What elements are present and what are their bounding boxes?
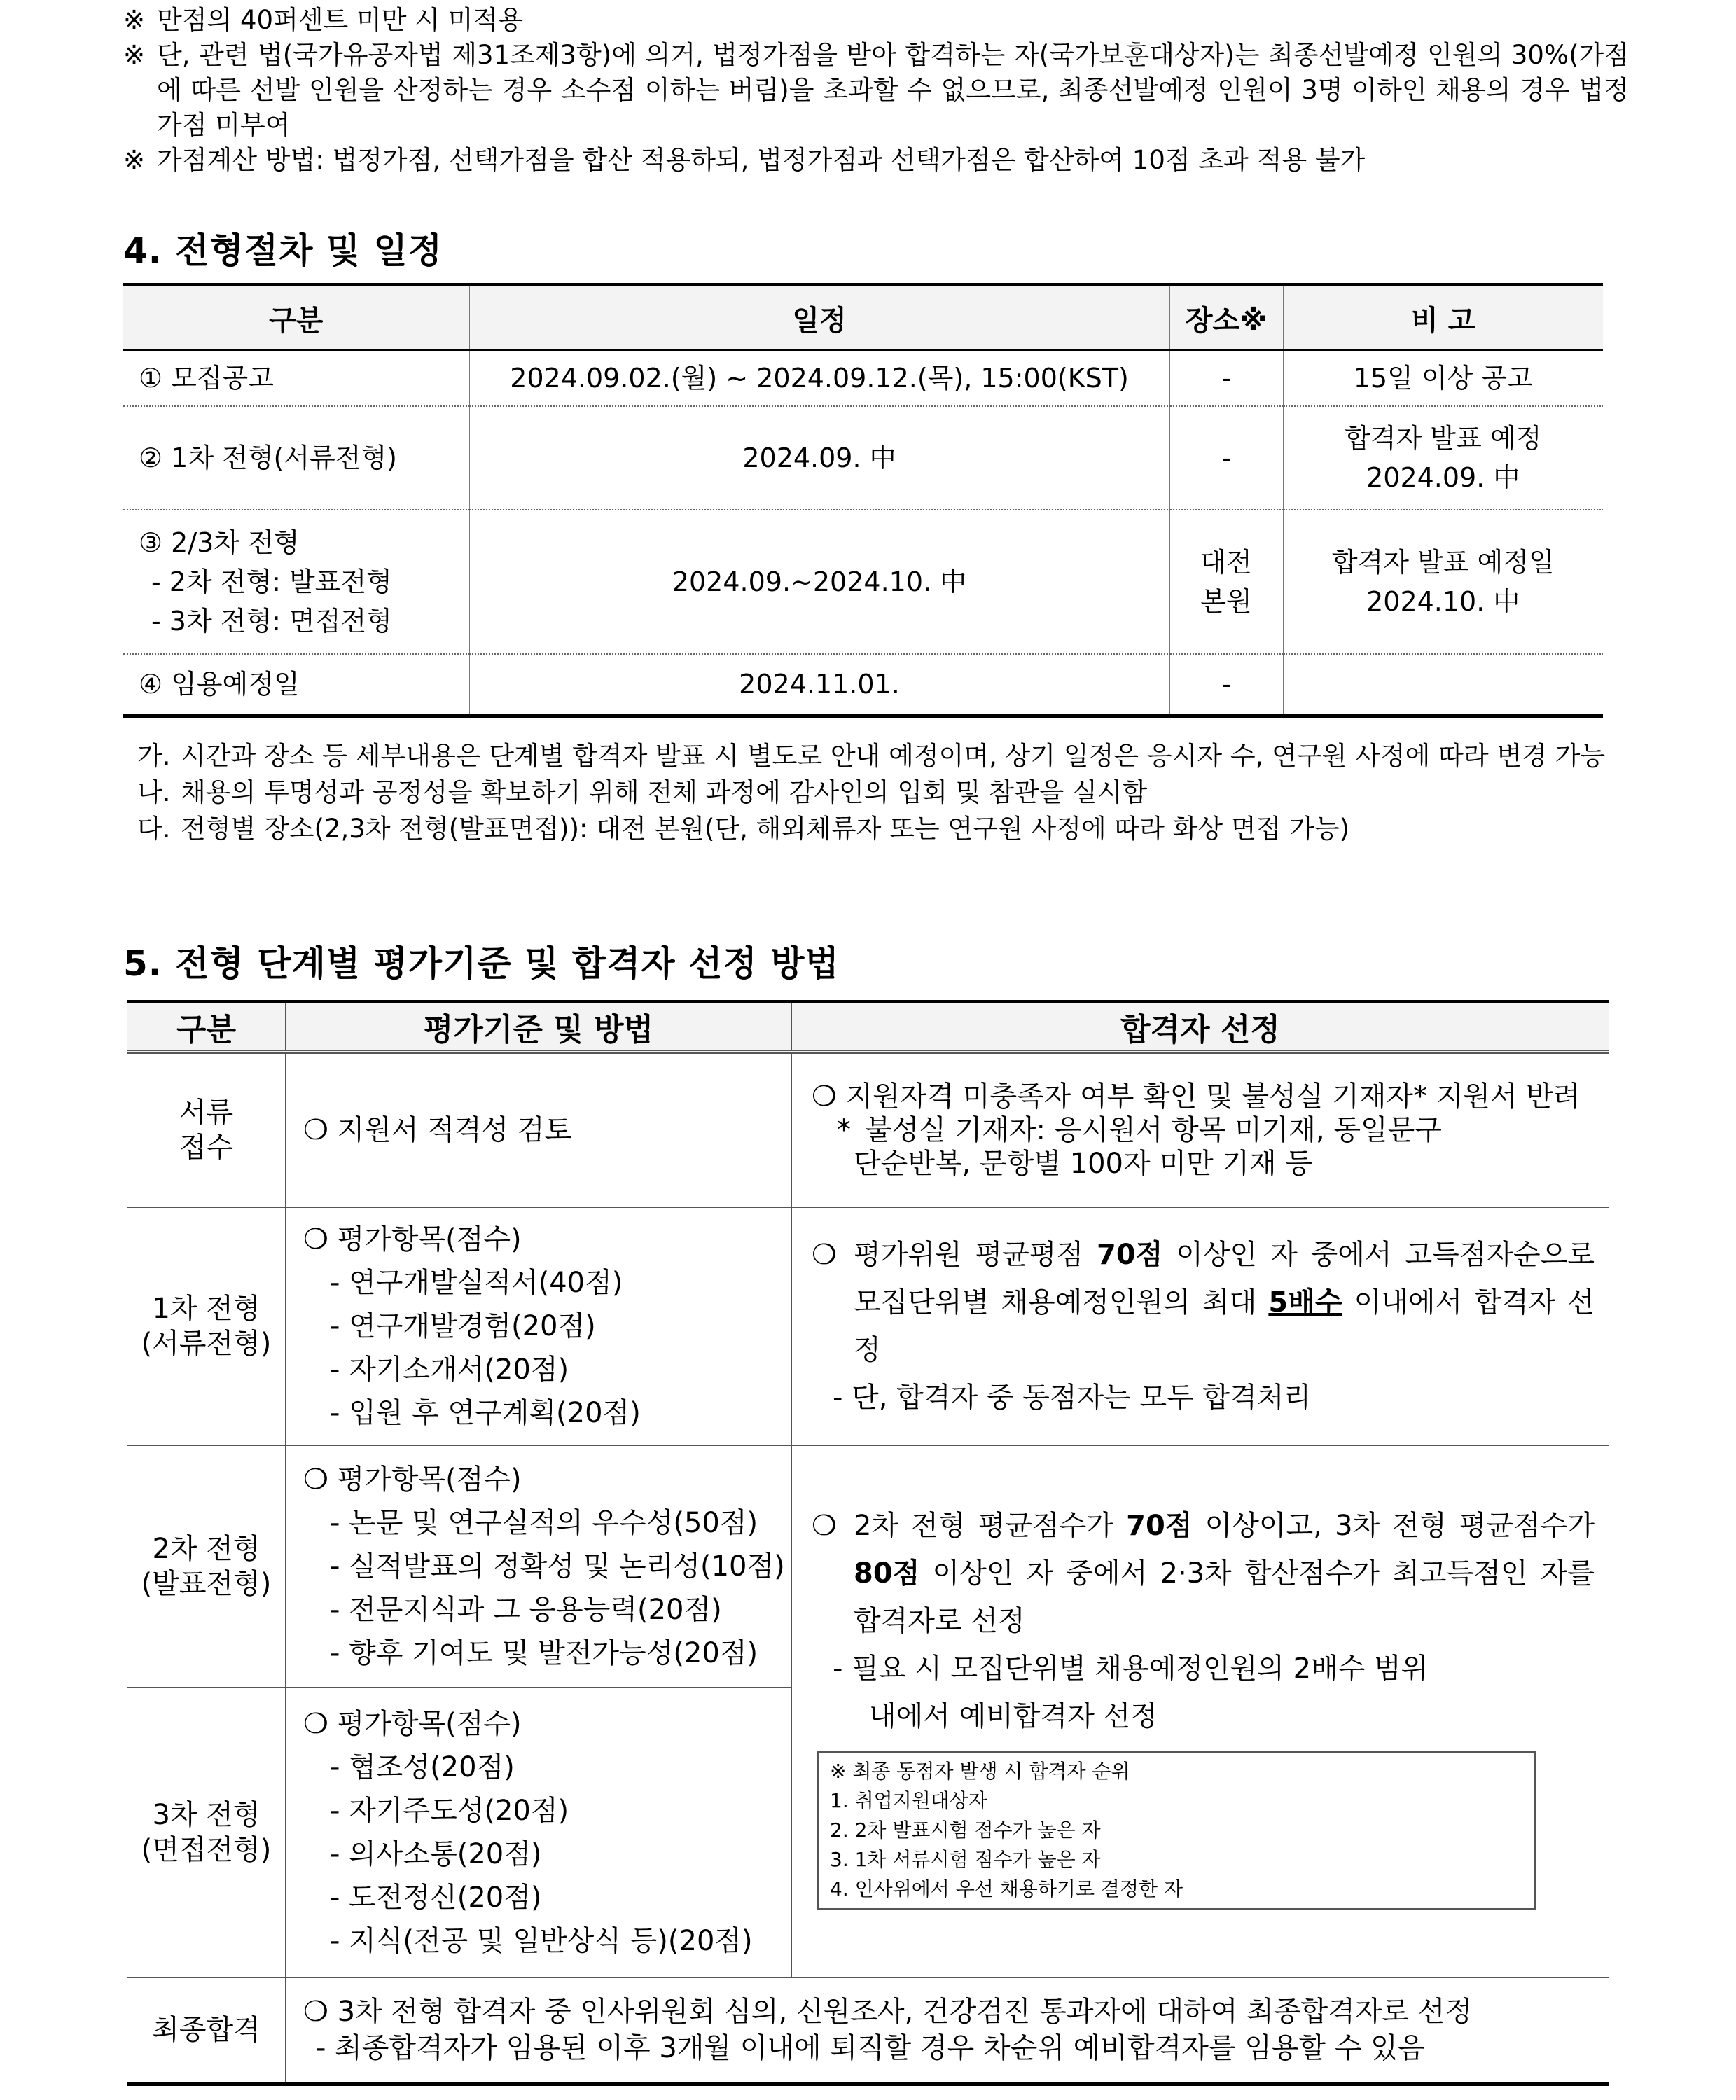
row-note bbox=[1283, 654, 1603, 716]
row-label bbox=[123, 510, 469, 654]
selection-bullet bbox=[812, 1502, 1595, 1645]
category-line: 1차 전형 bbox=[152, 1293, 261, 1325]
note-text: 가점계산 방법: 법정가점, 선택가점을 합산 적용하되, 법정가점과 선택가점은 합산하여 10점 초과 적용 불가 bbox=[157, 145, 1366, 175]
criteria-item: - 의사소통(20점) bbox=[330, 1838, 542, 1870]
table-row bbox=[123, 654, 1603, 716]
final-line: ❍ 3차 전형 합격자 중 인사위원회 심의, 신원조사, 건강검진 통과자에 대하여 최종합격자로 선정 bbox=[303, 1996, 1472, 2029]
row-label-sub: - 3차 전형: 면접전형 bbox=[151, 606, 392, 637]
row-note: 15일 이상 공고 bbox=[1283, 350, 1603, 406]
note-line: 합격자 발표 예정 bbox=[1345, 423, 1542, 454]
selection-text: 지원자격 미충족자 여부 확인 및 불성실 기재자* 지원서 반려 bbox=[845, 1080, 1581, 1113]
section4-title: 4. 전형절차 및 일정 bbox=[123, 230, 443, 271]
text-part: 평가위원 평균평점 bbox=[854, 1239, 1097, 1271]
category-cell: 최종합격 bbox=[127, 1977, 286, 2084]
note-mark: 가. bbox=[137, 741, 171, 771]
top-note bbox=[123, 3, 1629, 38]
row-label: ② 1차 전형(서류전형) bbox=[123, 406, 469, 510]
criteria-head: ❍ 평가항목(점수) bbox=[303, 1708, 522, 1740]
note-mark: ※ bbox=[123, 40, 146, 70]
row-place bbox=[1169, 510, 1283, 654]
criteria-item: - 입원 후 연구계획(20점) bbox=[330, 1397, 641, 1429]
category-line: 2차 전형 bbox=[152, 1533, 261, 1565]
top-note bbox=[123, 38, 1629, 143]
selection-text bbox=[854, 1231, 1595, 1374]
place-line: 본원 bbox=[1200, 586, 1252, 617]
row-label: ① 모집공고 bbox=[123, 350, 469, 406]
row-label: ④ 임용예정일 bbox=[123, 654, 469, 716]
criteria-cell bbox=[286, 1688, 791, 1977]
selection-cell bbox=[791, 1207, 1609, 1445]
text-part: 이상인 자 중에서 고득점자순으로 모집단위별 채용예정인원의 최대 bbox=[854, 1239, 1595, 1319]
selection-cell bbox=[791, 1052, 1609, 1207]
category-line: (서류전형) bbox=[141, 1328, 272, 1360]
schedule-note bbox=[137, 738, 1608, 774]
category-line: (면접전형) bbox=[141, 1834, 272, 1866]
table-row bbox=[123, 406, 1603, 510]
table-row bbox=[127, 1052, 1609, 1207]
text-part: 2차 전형 평균점수가 bbox=[854, 1510, 1127, 1542]
note-mark: 다. bbox=[137, 814, 171, 844]
category-line: 서류 bbox=[179, 1097, 234, 1129]
row-note bbox=[1283, 406, 1603, 510]
category-cell bbox=[127, 1052, 286, 1207]
criteria-item: - 도전정신(20점) bbox=[330, 1882, 542, 1914]
selection-bullet bbox=[812, 1080, 1595, 1113]
criteria-cell bbox=[286, 1207, 791, 1445]
threshold-score: 80점 bbox=[854, 1557, 920, 1590]
criteria-head: ❍ 평가항목(점수) bbox=[303, 1463, 522, 1496]
threshold-score: 70점 bbox=[1126, 1510, 1193, 1542]
note-line: 합격자 발표 예정일 bbox=[1331, 547, 1555, 578]
note-text: 전형별 장소(2,3차 전형(발표면접)): 대전 본원(단, 해외체류자 또는 연구원 사정에 따라 화상 면접 가능) bbox=[181, 814, 1350, 844]
note-text: 시간과 장소 등 세부내용은 단계별 합격자 발표 시 별도로 안내 예정이며, 상기 일정은 응시자 수, 연구원 사정에 따라 변경 가능 bbox=[181, 741, 1606, 771]
criteria-item: - 실적발표의 정확성 및 논리성(10점) bbox=[330, 1550, 785, 1583]
evaluation-table bbox=[127, 1000, 1609, 2086]
criteria-head: ❍ 평가항목(점수) bbox=[303, 1223, 522, 1256]
final-dash: - 최종합격자가 임용된 이후 3개월 이내에 퇴직할 경우 차순위 예비합격자를 임용할 수 있음 bbox=[316, 2032, 1425, 2065]
tie-break-title: ※ 최종 동점자 발생 시 합격자 순위 bbox=[830, 1760, 1130, 1783]
category-cell bbox=[127, 1688, 286, 1977]
top-note bbox=[123, 143, 1629, 178]
row-schedule: 2024.09.~2024.10. 中 bbox=[469, 510, 1169, 654]
header-criteria: 평가기준 및 방법 bbox=[286, 1002, 791, 1052]
criteria-item: - 연구개발경험(20점) bbox=[330, 1310, 596, 1342]
footnote-mark: * bbox=[837, 1114, 851, 1146]
criteria-item: - 자기소개서(20점) bbox=[330, 1354, 569, 1386]
footnote-text: 단순반복, 문항별 100자 미만 기재 등 bbox=[854, 1148, 1312, 1180]
header-selection: 합격자 선정 bbox=[791, 1002, 1609, 1052]
schedule-note bbox=[137, 774, 1608, 811]
tie-break-item: 3. 1차 서류시험 점수가 높은 자 bbox=[830, 1848, 1101, 1871]
row-place: - bbox=[1169, 406, 1283, 510]
place-line: 대전 bbox=[1200, 547, 1252, 578]
section5-title: 5. 전형 단계별 평가기준 및 합격자 선정 방법 bbox=[123, 943, 840, 984]
threshold-score: 70점 bbox=[1096, 1239, 1163, 1271]
criteria-item: - 자기주도성(20점) bbox=[330, 1795, 569, 1827]
selection-dash: 내에서 예비합격자 선정 bbox=[869, 1700, 1158, 1732]
category-line: 접수 bbox=[179, 1132, 234, 1164]
note-line: 2024.09. 中 bbox=[1366, 462, 1520, 493]
note-text: 만점의 40퍼센트 미만 시 미적용 bbox=[157, 5, 524, 35]
header-note: 비 고 bbox=[1283, 285, 1603, 351]
row-label-main: ③ 2/3차 전형 bbox=[139, 527, 300, 558]
tie-break-box bbox=[817, 1751, 1536, 1910]
row-schedule: 2024.09. 中 bbox=[469, 406, 1169, 510]
selection-text bbox=[854, 1502, 1595, 1645]
category-line: (발표전형) bbox=[141, 1568, 272, 1600]
criteria-cell bbox=[286, 1445, 791, 1688]
category-cell bbox=[127, 1207, 286, 1445]
bullet-mark: ❍ bbox=[812, 1080, 837, 1113]
table-row bbox=[123, 350, 1603, 406]
note-mark: ※ bbox=[123, 145, 146, 175]
category-line: 3차 전형 bbox=[152, 1799, 261, 1831]
note-text: 채용의 투명성과 공정성을 확보하기 위해 전체 과정에 감사인의 입회 및 참관을 실시함 bbox=[181, 777, 1148, 807]
criteria-cell: ❍ 지원서 적격성 검토 bbox=[286, 1052, 791, 1207]
header-schedule: 일정 bbox=[469, 285, 1169, 351]
schedule-table bbox=[123, 283, 1603, 718]
table-row bbox=[127, 1977, 1609, 2084]
multiple-emphasis: 5배수 bbox=[1268, 1286, 1342, 1319]
criteria-item: - 지식(전공 및 일반상식 등)(20점) bbox=[330, 1925, 753, 1957]
header-place: 장소※ bbox=[1169, 285, 1283, 351]
row-place: - bbox=[1169, 654, 1283, 716]
text-part: 이상인 자 중에서 2·3차 합산점수가 최고득점인 자를 합격자로 선정 bbox=[854, 1557, 1595, 1637]
row-schedule: 2024.11.01. bbox=[469, 654, 1169, 716]
bullet-mark: ❍ bbox=[812, 1510, 837, 1542]
note-mark: 나. bbox=[137, 777, 171, 807]
note-mark: ※ bbox=[123, 5, 146, 35]
criteria-item: - 협조성(20점) bbox=[330, 1751, 515, 1783]
criteria-item: - 논문 및 연구실적의 우수성(50점) bbox=[330, 1507, 758, 1539]
note-line: 2024.10. 中 bbox=[1366, 586, 1520, 617]
selection-bullet bbox=[812, 1231, 1595, 1374]
text-part: 이내에서 합격자 선정 bbox=[854, 1286, 1595, 1366]
footnote-text: 불성실 기재자: 응시원서 항목 미기재, 동일문구 bbox=[865, 1114, 1442, 1146]
header-category: 구분 bbox=[127, 1002, 286, 1052]
row-label-sub: - 2차 전형: 발표전형 bbox=[151, 566, 392, 597]
table-header-row bbox=[123, 285, 1603, 351]
tie-break-item: 4. 인사위에서 우선 채용하기로 결정한 자 bbox=[830, 1877, 1183, 1900]
table-row bbox=[123, 510, 1603, 654]
category-cell bbox=[127, 1445, 286, 1688]
row-place: - bbox=[1169, 350, 1283, 406]
final-cell bbox=[286, 1977, 1609, 2084]
tie-break-item: 1. 취업지원대상자 bbox=[830, 1789, 987, 1812]
criteria-item: - 향후 기여도 및 발전가능성(20점) bbox=[330, 1637, 758, 1669]
schedule-note bbox=[137, 811, 1608, 847]
selection-cell bbox=[791, 1445, 1609, 1977]
selection-footnote bbox=[812, 1113, 1595, 1147]
text-part: 이상이고, 3차 전형 평균점수가 bbox=[1192, 1510, 1595, 1542]
criteria-item: - 연구개발실적서(40점) bbox=[330, 1267, 623, 1299]
table-header-row bbox=[127, 1002, 1609, 1052]
table-row bbox=[127, 1207, 1609, 1445]
tie-break-item: 2. 2차 발표시험 점수가 높은 자 bbox=[830, 1819, 1101, 1842]
top-notes bbox=[123, 3, 1629, 178]
selection-dash: - 단, 합격자 중 동점자는 모두 합격처리 bbox=[833, 1382, 1312, 1414]
row-note bbox=[1283, 510, 1603, 654]
selection-dash: - 필요 시 모집단위별 채용예정인원의 2배수 범위 bbox=[833, 1653, 1429, 1685]
criteria-item: - 전문지식과 그 응용능력(20점) bbox=[330, 1594, 722, 1626]
bullet-mark: ❍ bbox=[812, 1239, 837, 1271]
schedule-notes bbox=[137, 738, 1608, 847]
row-schedule: 2024.09.02.(월) ~ 2024.09.12.(목), 15:00(KST) bbox=[469, 350, 1169, 406]
header-category: 구분 bbox=[123, 285, 469, 351]
note-text: 단, 관련 법(국가유공자법 제31조제3항)에 의거, 법정가점을 받아 합격하는 자(국가보훈대상자)는 최종선발예정 인원의 30%(가점에 따른 선발 인원을 산정하는 경우 소수점 이하는 버림)을 초과할 수 없으므로, 최종선발예정 인원이 3명 이하인 채용의 경우 법정가점 미부여 bbox=[157, 40, 1629, 140]
table-row bbox=[127, 1445, 1609, 1688]
